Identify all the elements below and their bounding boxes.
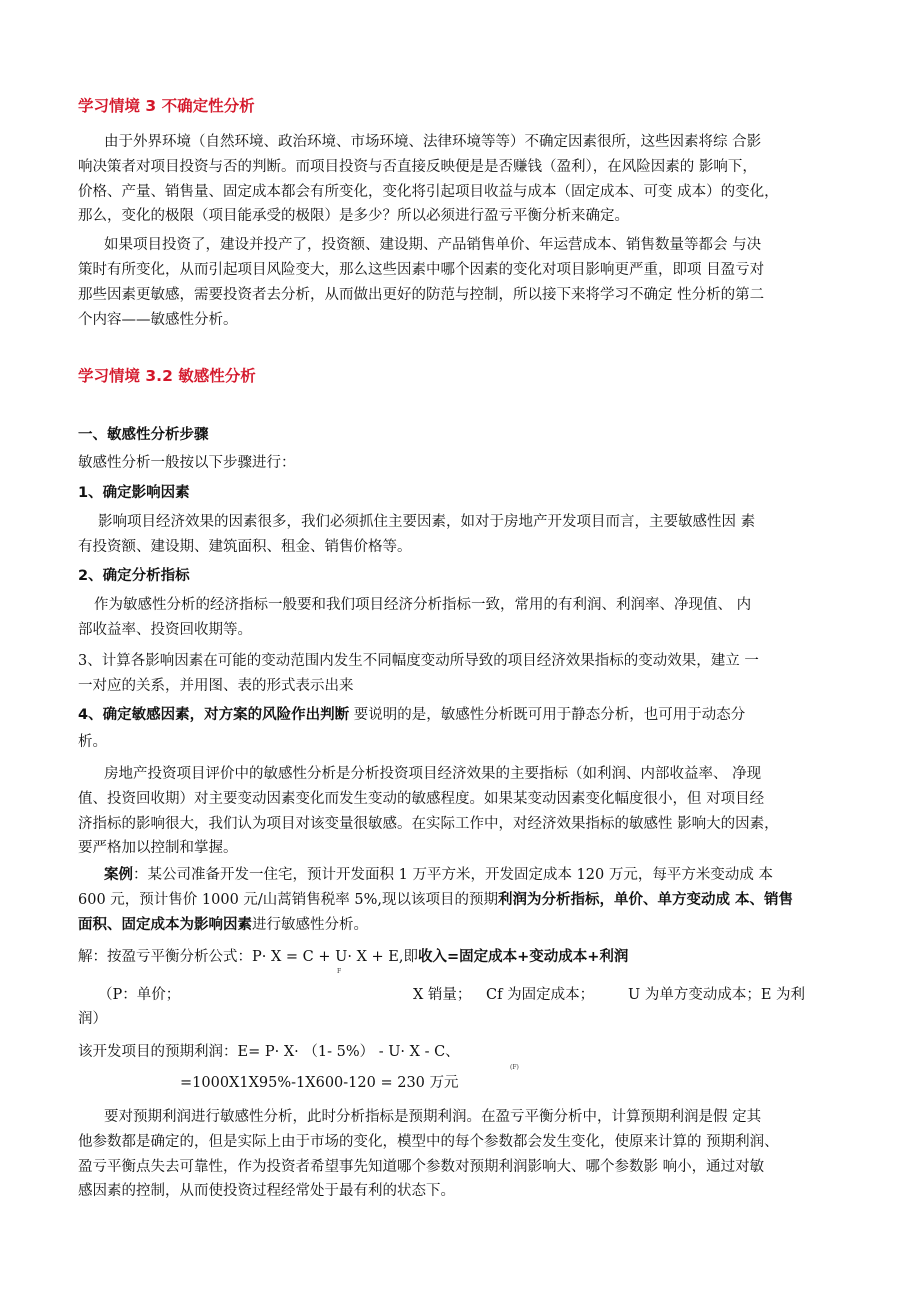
step4-title: 4、确定敏感因素，对方案的风险作出判断: [78, 707, 350, 723]
variable-fixed-cost: Cf 为固定成本；: [486, 987, 595, 1003]
step2-body-line: 部收益率、投资回收期等。: [78, 622, 252, 638]
step2-body-line: 作为敏感性分析的经济指标一般要和我们项目经济分析指标一致，常用的有利润、利润率、净现值、 内: [94, 597, 752, 613]
intro-p2-line: 策时有所变化，从而引起项目风险变大，那么这些因素中哪个因素的变化对项目影响更严重，即项 目盈亏对: [78, 262, 765, 278]
case-text: 600 元，预计售价 1000 元/山蒿销售税率 5%,现以该项目的预期: [78, 892, 499, 908]
explain-line: 值、投资回收期）对主要变动因素变化而发生变动的敏感程度。如果某变动因素变化幅度很小，但 对项目经: [78, 791, 765, 807]
case-line: [104, 864, 773, 886]
step4-line: [78, 704, 745, 726]
final-line: 要对预期利润进行敏感性分析，此时分析指标是预期利润。在盈亏平衡分析中，计算预期利润是假 定其: [104, 1109, 762, 1125]
step3-body-line: 一对应的关系，并用图、表的形式表示出来: [78, 678, 354, 694]
intro-p1-line: 由于外界环境（自然环境、政治环境、市场环境、法律环境等等）不确定因素很所，这些因素将综 合影: [104, 134, 762, 150]
intro-p1-line: 那么，变化的极限（项目能承受的极限）是多少？所以必须进行盈亏平衡分析来确定。: [78, 208, 629, 224]
profit-subscript: (F): [510, 1064, 519, 1071]
step1-body-line: 影响项目经济效果的因素很多，我们必须抓住主要因素，如对于房地产开发项目而言，主要敏感性因 素: [98, 514, 756, 530]
heading-uncertainty-analysis: 学习情境 3 不确定性分析: [78, 97, 255, 115]
variable-unit-cost: U 为单方变动成本；E 为利: [628, 987, 806, 1003]
step4-tail: 析。: [78, 734, 107, 750]
step1-title: 1、确定影响因素: [78, 485, 190, 501]
case-text: 进行敏感性分析。: [252, 917, 368, 933]
solution-formula: [78, 946, 628, 968]
intro-p2-line: 如果项目投资了，建设并投产了，投资额、建设期、产品销售单价、年运营成本、销售数量等都会 与决: [104, 237, 762, 253]
intro-p1-line: 响决策者对项目投资与否的判断。而项目投资与否直接反映便是是否赚钱（盈利），在风险因素的 影响下，: [78, 159, 757, 175]
final-line: 他参数都是确定的，但是实际上由于市场的变化，模型中的每个参数都会发生变化，使原来计算的 预期利润、: [78, 1134, 779, 1150]
step2-title: 2、确定分析指标: [78, 568, 190, 584]
solution-text: 解：按盈亏平衡分析公式：P· X = C + U· X + E,即: [78, 949, 418, 965]
case-emphasis: 利润为分析指标，单价、单方变动成 本、销售: [498, 892, 794, 908]
case-emphasis: 面积、固定成本为影响因素: [78, 917, 252, 933]
case-line: [78, 889, 793, 911]
case-text: ：某公司准备开发一住宅，预计开发面积 1 万平方米，开发固定成本 120 万元，每平方米变动成 本: [133, 867, 773, 883]
final-line: 感因素的控制，从而使投资过程经常处于最有利的状态下。: [78, 1183, 455, 1199]
steps-intro: 敏感性分析一般按以下步骤进行：: [78, 455, 296, 471]
explain-line: 要严格加以控制和掌握。: [78, 840, 238, 856]
explain-line: 济指标的影响很大，我们认为项目对该变量很敏感。在实际工作中，对经济效果指标的敏感性 影响大的因素，: [78, 816, 779, 832]
profit-formula: 该开发项目的预期利润：E= P· X· （1- 5%） - U· X - C、: [78, 1044, 460, 1060]
intro-p1-line: 价格、产量、销售量、固定成本都会有所变化，变化将引起项目收益与成本（固定成本、可变 成本）的变化，: [78, 184, 779, 200]
case-label: 案例: [104, 867, 133, 883]
solution-identity: 收入=固定成本+变动成本+利润: [417, 949, 629, 965]
step1-body-line: 有投资额、建设期、建筑面积、租金、销售价格等。: [78, 539, 412, 555]
profit-result: =1000X1X95%-1X600-120 = 230 万元: [180, 1075, 459, 1091]
section-steps-heading: 一、敏感性分析步骤: [78, 427, 209, 443]
variable-profit: 润）: [78, 1011, 107, 1027]
explain-line: 房地产投资项目评价中的敏感性分析是分析投资项目经济效果的主要指标（如利润、内部收益率、 净现: [104, 766, 762, 782]
case-line: [78, 914, 368, 936]
heading-sensitivity-analysis: 学习情境 3.2 敏感性分析: [78, 367, 256, 385]
intro-p2-line: 那些因素更敏感，需要投资者去分析，从而做出更好的防范与控制，所以接下来将学习不确定 性分析的第二: [78, 287, 765, 303]
step3-body-line: 3、计算各影响因素在可能的变动范围内发生不同幅度变动所导致的项目经济效果指标的变动效果，建立 一: [78, 653, 759, 669]
formula-subscript: F: [337, 968, 342, 975]
intro-p2-line: 个内容——敏感性分析。: [78, 312, 238, 328]
variable-quantity: X 销量；: [413, 987, 472, 1003]
final-line: 盈亏平衡点失去可靠性，作为投资者希望事先知道哪个参数对预期利润影响大、哪个参数影 响小，通过对敏: [78, 1159, 765, 1175]
variable-unit-price: （P：单价；: [98, 987, 181, 1003]
step4-note: 要说明的是，敏感性分析既可用于静态分析，也可用于动态分: [349, 707, 746, 723]
